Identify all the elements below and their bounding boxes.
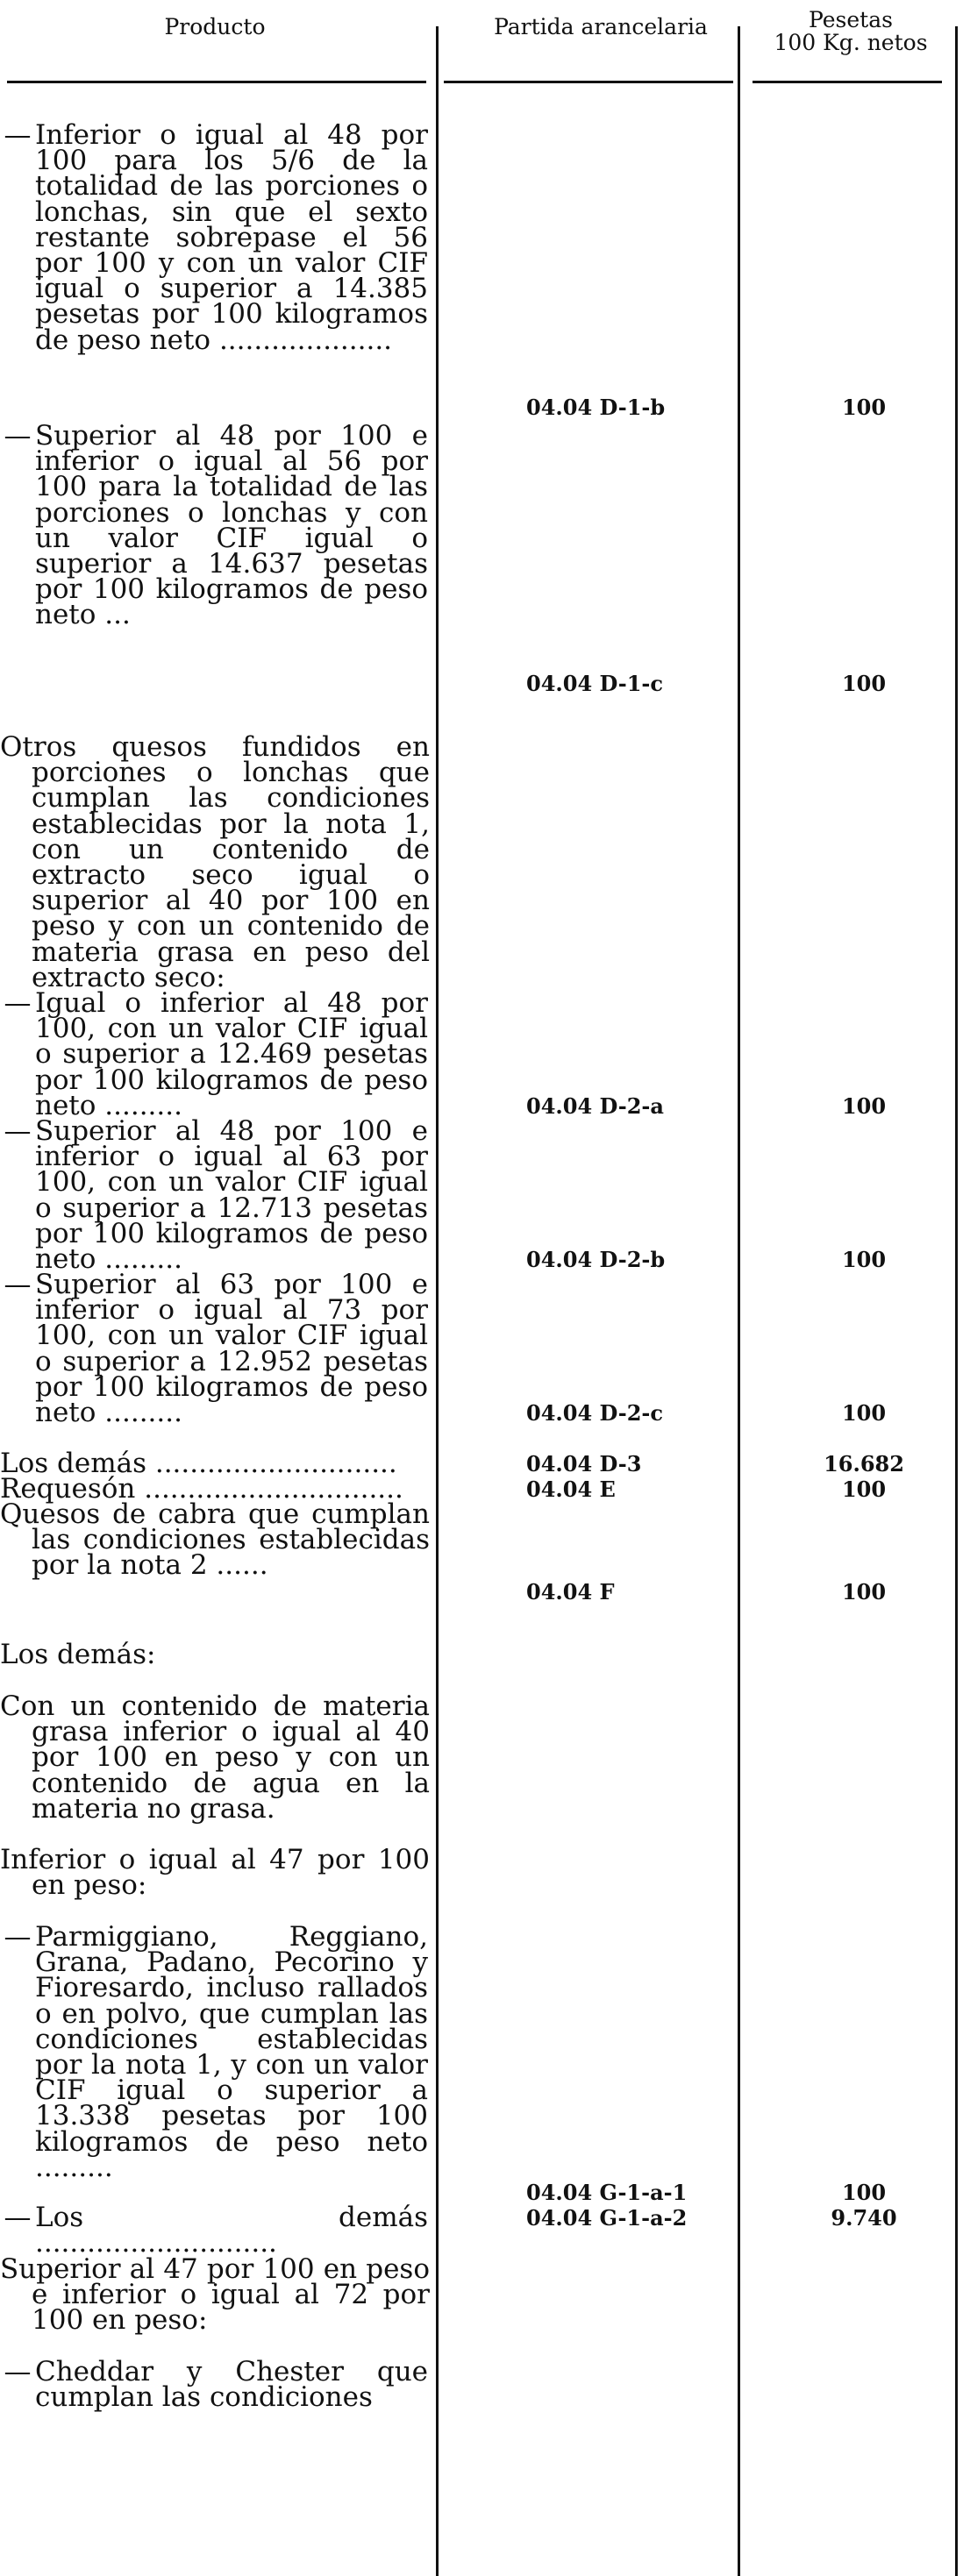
dash-mark: — [4,119,32,151]
partida-cell: 04.04 D-2-c [526,1400,663,1426]
partida-cell: 04.04 G-1-a-2 [526,2205,688,2231]
product-entry [4,1269,428,1429]
product-text: Superior al 48 por 100 e inferior o igual al 56 por 100 para la totalidad de las porciones o lonchas y con un valor CIF igual o superior a 14.637 pesetas por 100 kilogramos de peso neto ... [35,420,428,631]
product-entry [4,1115,428,1276]
pesetas-cell: 16.682 [824,1451,904,1477]
pesetas-cell: 9.740 [831,2205,897,2231]
partida-cell: 04.04 D-3 [526,1451,642,1477]
header-rule-pesetas [753,81,942,83]
product-text: Los demás ............................ [35,2202,428,2259]
pesetas-cell: 100 [841,1477,887,1502]
pesetas-cell: 100 [841,1247,887,1272]
product-entry: Los demás ............................ [0,1448,397,1479]
column-divider-right [955,26,958,2576]
header-pesetas-line1: Pesetas [809,7,893,32]
partida-cell: 04.04 D-2-a [526,1093,664,1119]
header-producto: Producto [164,14,266,39]
header-partida: Partida arancelaria [494,14,708,39]
product-entry [4,420,428,631]
dash-mark: — [4,420,32,452]
header-pesetas-line2: 100 Kg. netos [774,30,928,55]
product-entry [4,2356,428,2414]
header-rule-partida [444,81,733,83]
dash-mark: — [4,1921,32,1953]
header-rule-producto [7,81,426,83]
product-entry [4,1921,428,2183]
product-entry: Requesón .............................. [0,1473,403,1505]
pesetas-cell: 100 [841,671,887,696]
partida-cell: 04.04 G-1-a-1 [526,2180,688,2205]
partida-cell: 04.04 F [526,1579,615,1605]
product-text: Superior al 63 por 100 e inferior o igual al 73 por 100, con un valor CIF igual o superior a 12.952 pesetas por 100 kilogramos de peso neto ......... [35,1269,428,1429]
dash-mark: — [4,987,32,1019]
product-heading: Con un contenido de materia grasa inferior o igual al 40 por 100 en peso y con un contenido de agua en la materia no grasa. [0,1690,430,1825]
product-entry [4,119,428,356]
partida-cell: 04.04 D-1-c [526,671,663,696]
product-heading: Inferior o igual al 47 por 100 en peso: [0,1844,430,1902]
product-text: Igual o inferior al 48 por 100, con un valor CIF igual o superior a 12.469 pesetas por 100 kilogramos de peso neto ......... [35,987,428,1121]
column-divider-left [436,26,439,2576]
partida-cell: 04.04 D-2-b [526,1247,666,1272]
pesetas-cell: 100 [841,2180,887,2205]
dash-mark: — [4,1269,32,1300]
product-heading: Otros quesos fundidos en porciones o lonchas que cumplan las condiciones establecidas por la nota 1, con un contenido de extracto seco igual o superior al 40 por 100 en peso y con un contenido de materia grasa en peso del extracto seco: [0,731,430,993]
product-heading: Los demás: [0,1639,156,1670]
pesetas-cell: 100 [841,1579,887,1605]
product-text: Cheddar y Chester que cumplan las condiciones [35,2356,428,2414]
header-pesetas [754,9,947,54]
product-text: Inferior o igual al 48 por 100 para los 5/6 de la totalidad de las porciones o lonchas, sin que el sexto restante sobrepase el 56 por 100 y con un valor CIF igual o superior a 14.385 pesetas por 100 kilogramos de peso neto .................... [35,119,428,356]
product-text: Parmiggiano, Reggiano, Grana, Padano, Pecorino y Fioresardo, incluso rallados o en polvo, que cumplan las condiciones establecidas por la nota 1, y con un valor CIF igual o superior a 13.338 pesetas por 100 kilogramos de peso neto ......... [35,1921,428,2183]
pesetas-cell: 100 [841,1400,887,1426]
product-entry [4,2202,428,2259]
dash-mark: — [4,2202,32,2233]
product-entry: Quesos de cabra que cumplan las condiciones establecidas por la nota 2 ...... [0,1498,430,1582]
product-heading: Superior al 47 por 100 en peso e inferior o igual al 72 por 100 en peso: [0,2253,430,2337]
dash-mark: — [4,2356,32,2387]
dash-mark: — [4,1115,32,1147]
partida-cell: 04.04 D-1-b [526,395,666,420]
product-entry [4,987,428,1121]
product-text: Superior al 48 por 100 e inferior o igual al 63 por 100, con un valor CIF igual o superior a 12.713 pesetas por 100 kilogramos de peso neto ......... [35,1115,428,1276]
column-divider-middle [738,26,740,2576]
pesetas-cell: 100 [841,395,887,420]
pesetas-cell: 100 [841,1093,887,1119]
partida-cell: 04.04 E [526,1477,616,1502]
